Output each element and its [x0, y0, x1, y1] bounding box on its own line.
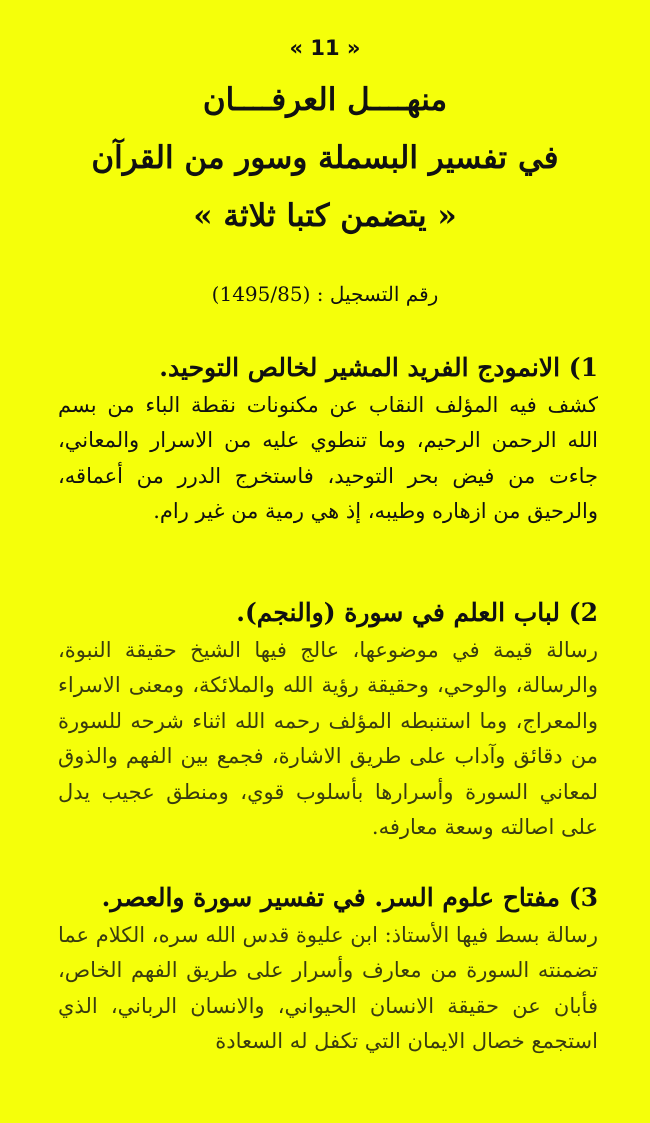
registration-number: رقم التسجيل : (1495/85) — [211, 282, 439, 306]
section-heading: 1) الانمودج الفريد المشير لخالص التوحيد. — [159, 353, 598, 382]
section-heading: 3) مفتاح علوم السر. في تفسير سورة والعصر. — [101, 883, 598, 912]
book-title: منهــــل العرفــــان — [202, 82, 448, 118]
section-body: كشف فيه المؤلف النقاب عن مكنونات نقطة الباء من بسم الله الرحمن الرحيم، وما تنطوي عليه من الاسرار والمعاني، جاءت من فيض بحر التوحيد، فاستخرج الدرر من أعماقه، والرحيق من ازهاره وطيبه، إذ هي رمية من غير رام. — [58, 393, 598, 524]
section-body: رسالة قيمة في موضوعها، عالج فيها الشيخ حقيقة النبوة، والرسالة، والوحي، وحقيقة رؤية الله والملائكة، ومعنى الاسراء والمعراج، وما استنبطه المؤلف رحمه الله اثناء شرحه للسورة من دقائق وآداب على طريق الاشارة، فجمع بين الفهم والذوق لمعاني السورة وأسرارها بأسلوب قوي، ومنطق عجيب يدل على اصالته وسعة معارفه. — [58, 638, 598, 840]
section-3 — [58, 878, 598, 1060]
section-1 — [58, 348, 598, 530]
book-contents-note: « يتضمن كتبا ثلاثة » — [193, 198, 457, 234]
section-2 — [58, 593, 598, 845]
section-heading: 2) لباب العلم في سورة (والنجم). — [236, 598, 598, 627]
section-body: رسالة بسط فيها الأستاذ: ابن عليوة قدس الله سره، الكلام عما تضمنته السورة من معارف وأسرار على طريق الفهم الخاص، فأبان عن حقيقة الانسان الحيواني، والانسان الرباني، الذي استجمع خصال الايمان التي تكفل له السعادة — [58, 923, 598, 1054]
book-subtitle: في تفسير البسملة وسور من القرآن — [91, 140, 559, 176]
page-number: « 11 » — [289, 36, 361, 60]
